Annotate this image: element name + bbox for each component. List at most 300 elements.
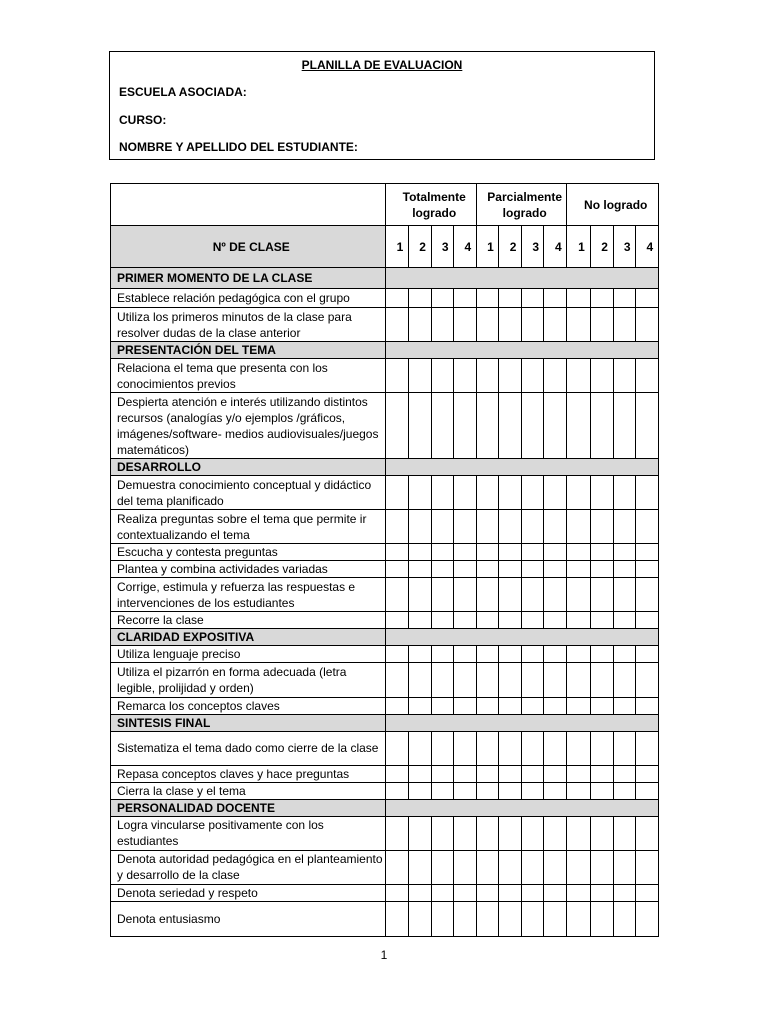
score-cell[interactable] [386, 612, 408, 629]
score-cell[interactable] [476, 646, 498, 663]
score-cell[interactable] [431, 782, 453, 799]
score-cell[interactable] [590, 782, 613, 799]
score-cell[interactable] [499, 359, 522, 393]
score-cell[interactable] [476, 612, 498, 629]
score-cell[interactable] [522, 544, 544, 561]
class-number: 2 [408, 226, 431, 268]
score-cell[interactable] [476, 901, 498, 936]
score-cell[interactable] [386, 884, 408, 901]
class-number: 2 [590, 226, 613, 268]
score-cell[interactable] [386, 731, 408, 765]
score-cell[interactable] [590, 510, 613, 544]
score-cell[interactable] [590, 663, 613, 697]
score-cell[interactable] [567, 850, 590, 884]
score-cell[interactable] [544, 816, 567, 850]
score-cell[interactable] [431, 663, 453, 697]
score-cell[interactable] [499, 544, 522, 561]
score-cell[interactable] [476, 359, 498, 393]
score-cell[interactable] [499, 289, 522, 308]
score-cell[interactable] [522, 697, 544, 714]
score-cell[interactable] [499, 476, 522, 510]
score-cell[interactable] [613, 359, 635, 393]
score-cell[interactable] [431, 289, 453, 308]
score-cell[interactable] [408, 612, 431, 629]
score-cell[interactable] [544, 731, 567, 765]
criterion-row [111, 510, 659, 544]
score-cell[interactable] [567, 765, 590, 782]
score-cell[interactable] [613, 393, 635, 459]
score-cell[interactable] [613, 646, 635, 663]
score-cell[interactable] [476, 578, 498, 612]
score-cell[interactable] [635, 476, 658, 510]
score-cell[interactable] [499, 663, 522, 697]
criterion-label: Despierta atención e interés utilizando distintos recursos (analogías y/o ejemplos /gráficos, imágenes/software- medios audiovisuales/juegos matemáticos) [111, 393, 386, 459]
score-cell[interactable] [522, 578, 544, 612]
score-cell[interactable] [431, 612, 453, 629]
score-cell[interactable] [590, 646, 613, 663]
score-cell[interactable] [499, 697, 522, 714]
score-cell[interactable] [567, 544, 590, 561]
section-row [111, 268, 659, 289]
score-cell[interactable] [635, 612, 658, 629]
score-cell[interactable] [544, 393, 567, 459]
score-cell[interactable] [499, 816, 522, 850]
score-cell[interactable] [476, 289, 498, 308]
criterion-label: Remarca los conceptos claves [111, 697, 386, 714]
score-cell[interactable] [431, 765, 453, 782]
score-cell[interactable] [567, 289, 590, 308]
score-cell[interactable] [386, 308, 408, 342]
score-cell[interactable] [453, 289, 476, 308]
criterion-label: Cierra la clase y el tema [111, 782, 386, 799]
score-cell[interactable] [499, 646, 522, 663]
score-cell[interactable] [590, 578, 613, 612]
score-cell[interactable] [453, 510, 476, 544]
score-cell[interactable] [544, 697, 567, 714]
score-cell[interactable] [453, 731, 476, 765]
criterion-row [111, 765, 659, 782]
score-cell[interactable] [613, 663, 635, 697]
score-cell[interactable] [386, 544, 408, 561]
score-cell[interactable] [635, 765, 658, 782]
score-cell[interactable] [431, 393, 453, 459]
score-cell[interactable] [499, 901, 522, 936]
score-cell[interactable] [476, 765, 498, 782]
score-cell[interactable] [453, 359, 476, 393]
score-cell[interactable] [431, 697, 453, 714]
score-cell[interactable] [386, 561, 408, 578]
score-cell[interactable] [431, 510, 453, 544]
score-cell[interactable] [386, 646, 408, 663]
score-cell[interactable] [453, 544, 476, 561]
score-cell[interactable] [544, 765, 567, 782]
score-cell[interactable] [522, 612, 544, 629]
score-cell[interactable] [635, 782, 658, 799]
score-cell[interactable] [613, 731, 635, 765]
score-cell[interactable] [567, 359, 590, 393]
score-cell[interactable] [386, 510, 408, 544]
score-cell[interactable] [544, 561, 567, 578]
score-cell[interactable] [635, 308, 658, 342]
class-number: 4 [453, 226, 476, 268]
criterion-row [111, 663, 659, 697]
group-header: Parcialmente logrado [476, 184, 566, 226]
score-cell[interactable] [408, 289, 431, 308]
score-cell[interactable] [522, 289, 544, 308]
criterion-row [111, 612, 659, 629]
score-cell[interactable] [635, 561, 658, 578]
score-cell[interactable] [408, 765, 431, 782]
score-cell[interactable] [386, 782, 408, 799]
criterion-row [111, 850, 659, 884]
score-cell[interactable] [408, 561, 431, 578]
score-cell[interactable] [386, 393, 408, 459]
score-cell[interactable] [476, 782, 498, 799]
score-cell[interactable] [590, 731, 613, 765]
score-cell[interactable] [453, 663, 476, 697]
score-cell[interactable] [408, 663, 431, 697]
score-cell[interactable] [476, 731, 498, 765]
score-cell[interactable] [613, 476, 635, 510]
score-cell[interactable] [613, 612, 635, 629]
score-cell[interactable] [453, 782, 476, 799]
score-cell[interactable] [408, 308, 431, 342]
score-cell[interactable] [476, 816, 498, 850]
score-cell[interactable] [386, 359, 408, 393]
score-cell[interactable] [567, 561, 590, 578]
class-number: 1 [567, 226, 590, 268]
section-fill [386, 342, 659, 359]
score-cell[interactable] [499, 731, 522, 765]
score-cell[interactable] [408, 816, 431, 850]
score-cell[interactable] [522, 646, 544, 663]
score-cell[interactable] [635, 731, 658, 765]
score-cell[interactable] [476, 476, 498, 510]
page-number: 1 [380, 948, 388, 962]
class-number: 4 [544, 226, 567, 268]
score-cell[interactable] [408, 359, 431, 393]
score-cell[interactable] [386, 476, 408, 510]
score-cell[interactable] [431, 646, 453, 663]
criterion-label: Establece relación pedagógica con el grupo [111, 289, 386, 308]
score-cell[interactable] [408, 393, 431, 459]
criterion-label: Recorre la clase [111, 612, 386, 629]
score-cell[interactable] [567, 578, 590, 612]
criterion-row [111, 476, 659, 510]
score-cell[interactable] [567, 884, 590, 901]
criterion-label: Utiliza lenguaje preciso [111, 646, 386, 663]
section-header: PRESENTACIÓN DEL TEMA [111, 342, 386, 359]
section-fill [386, 268, 659, 289]
score-cell[interactable] [408, 510, 431, 544]
score-cell[interactable] [590, 765, 613, 782]
score-cell[interactable] [590, 393, 613, 459]
score-cell[interactable] [431, 544, 453, 561]
score-cell[interactable] [567, 901, 590, 936]
score-cell[interactable] [567, 782, 590, 799]
score-cell[interactable] [476, 308, 498, 342]
score-cell[interactable] [635, 510, 658, 544]
score-cell[interactable] [544, 663, 567, 697]
score-cell[interactable] [544, 578, 567, 612]
score-cell[interactable] [613, 901, 635, 936]
criterion-row [111, 646, 659, 663]
score-cell[interactable] [544, 476, 567, 510]
score-cell[interactable] [499, 561, 522, 578]
score-cell[interactable] [453, 765, 476, 782]
score-cell[interactable] [567, 697, 590, 714]
score-cell[interactable] [499, 612, 522, 629]
criterion-label: Repasa conceptos claves y hace preguntas [111, 765, 386, 782]
criterion-label: Denota autoridad pedagógica en el planteamiento y desarrollo de la clase [111, 850, 386, 884]
score-cell[interactable] [613, 289, 635, 308]
group-header: Totalmente logrado [386, 184, 476, 226]
score-cell[interactable] [567, 476, 590, 510]
score-cell[interactable] [567, 612, 590, 629]
score-cell[interactable] [499, 850, 522, 884]
score-cell[interactable] [544, 510, 567, 544]
score-cell[interactable] [635, 289, 658, 308]
criterion-row [111, 697, 659, 714]
section-row [111, 799, 659, 816]
score-cell[interactable] [522, 901, 544, 936]
score-cell[interactable] [544, 646, 567, 663]
header-box [109, 51, 655, 160]
score-cell[interactable] [590, 816, 613, 850]
section-header: SINTESIS FINAL [111, 714, 386, 731]
score-cell[interactable] [590, 308, 613, 342]
score-cell[interactable] [567, 308, 590, 342]
score-cell[interactable] [590, 697, 613, 714]
score-cell[interactable] [431, 308, 453, 342]
score-cell[interactable] [544, 884, 567, 901]
class-number: 2 [499, 226, 522, 268]
score-cell[interactable] [544, 901, 567, 936]
score-cell[interactable] [408, 544, 431, 561]
score-cell[interactable] [499, 884, 522, 901]
score-cell[interactable] [386, 816, 408, 850]
score-cell[interactable] [453, 612, 476, 629]
section-header: PERSONALIDAD DOCENTE [111, 799, 386, 816]
criterion-row [111, 731, 659, 765]
score-cell[interactable] [635, 544, 658, 561]
score-cell[interactable] [408, 884, 431, 901]
score-cell[interactable] [567, 816, 590, 850]
score-cell[interactable] [544, 359, 567, 393]
score-cell[interactable] [635, 578, 658, 612]
score-cell[interactable] [522, 765, 544, 782]
criterion-row [111, 901, 659, 936]
score-cell[interactable] [499, 578, 522, 612]
score-cell[interactable] [590, 612, 613, 629]
criterion-row [111, 884, 659, 901]
score-cell[interactable] [408, 731, 431, 765]
criterion-row [111, 393, 659, 459]
score-cell[interactable] [499, 393, 522, 459]
score-cell[interactable] [590, 476, 613, 510]
score-cell[interactable] [635, 816, 658, 850]
section-fill [386, 459, 659, 476]
score-cell[interactable] [453, 476, 476, 510]
score-cell[interactable] [522, 561, 544, 578]
score-cell[interactable] [635, 663, 658, 697]
score-cell[interactable] [386, 289, 408, 308]
score-cell[interactable] [453, 561, 476, 578]
group-header: No logrado [567, 184, 659, 226]
score-cell[interactable] [431, 561, 453, 578]
score-cell[interactable] [635, 359, 658, 393]
score-cell[interactable] [522, 663, 544, 697]
score-cell[interactable] [386, 901, 408, 936]
score-cell[interactable] [476, 697, 498, 714]
score-cell[interactable] [431, 884, 453, 901]
score-cell[interactable] [522, 359, 544, 393]
score-cell[interactable] [613, 308, 635, 342]
score-cell[interactable] [544, 289, 567, 308]
score-cell[interactable] [635, 884, 658, 901]
score-cell[interactable] [408, 578, 431, 612]
score-cell[interactable] [408, 697, 431, 714]
score-cell[interactable] [635, 850, 658, 884]
criterion-row [111, 782, 659, 799]
score-cell[interactable] [544, 612, 567, 629]
score-cell[interactable] [567, 646, 590, 663]
score-cell[interactable] [499, 510, 522, 544]
score-cell[interactable] [386, 765, 408, 782]
score-cell[interactable] [544, 308, 567, 342]
criterion-row [111, 289, 659, 308]
score-cell[interactable] [386, 850, 408, 884]
score-cell[interactable] [590, 850, 613, 884]
score-cell[interactable] [408, 646, 431, 663]
class-number: 3 [431, 226, 453, 268]
score-cell[interactable] [386, 578, 408, 612]
criterion-label: Corrige, estimula y refuerza las respuestas e intervenciones de los estudiantes [111, 578, 386, 612]
score-cell[interactable] [635, 901, 658, 936]
score-cell[interactable] [476, 510, 498, 544]
score-cell[interactable] [522, 476, 544, 510]
score-cell[interactable] [635, 697, 658, 714]
score-cell[interactable] [567, 663, 590, 697]
score-cell[interactable] [544, 544, 567, 561]
score-cell[interactable] [453, 850, 476, 884]
score-cell[interactable] [499, 782, 522, 799]
section-header: DESARROLLO [111, 459, 386, 476]
score-cell[interactable] [431, 816, 453, 850]
score-cell[interactable] [590, 359, 613, 393]
score-cell[interactable] [522, 393, 544, 459]
score-cell[interactable] [431, 850, 453, 884]
criterion-label: Logra vincularse positivamente con los estudiantes [111, 816, 386, 850]
score-cell[interactable] [613, 765, 635, 782]
score-cell[interactable] [544, 850, 567, 884]
score-cell[interactable] [476, 393, 498, 459]
score-cell[interactable] [613, 578, 635, 612]
section-row [111, 629, 659, 646]
score-cell[interactable] [453, 697, 476, 714]
score-cell[interactable] [635, 393, 658, 459]
score-cell[interactable] [567, 393, 590, 459]
score-cell[interactable] [522, 308, 544, 342]
section-fill [386, 799, 659, 816]
section-row [111, 342, 659, 359]
score-cell[interactable] [431, 731, 453, 765]
score-cell[interactable] [522, 816, 544, 850]
score-cell[interactable] [431, 578, 453, 612]
class-number: 3 [522, 226, 544, 268]
score-cell[interactable] [431, 901, 453, 936]
score-cell[interactable] [522, 782, 544, 799]
score-cell[interactable] [453, 578, 476, 612]
criterion-row [111, 561, 659, 578]
score-cell[interactable] [590, 884, 613, 901]
section-fill [386, 714, 659, 731]
criterion-label: Relaciona el tema que presenta con los conocimientos previos [111, 359, 386, 393]
criterion-label: Demuestra conocimiento conceptual y didáctico del tema planificado [111, 476, 386, 510]
score-cell[interactable] [431, 476, 453, 510]
score-cell[interactable] [613, 561, 635, 578]
score-cell[interactable] [522, 510, 544, 544]
score-cell[interactable] [408, 850, 431, 884]
section-row [111, 714, 659, 731]
criterion-label: Denota seriedad y respeto [111, 884, 386, 901]
score-cell[interactable] [408, 782, 431, 799]
score-cell[interactable] [613, 544, 635, 561]
score-cell[interactable] [522, 850, 544, 884]
score-cell[interactable] [567, 510, 590, 544]
score-cell[interactable] [408, 476, 431, 510]
score-cell[interactable] [544, 782, 567, 799]
score-cell[interactable] [453, 884, 476, 901]
nombre-field-label: NOMBRE Y APELLIDO DEL ESTUDIANTE: [119, 140, 358, 154]
score-cell[interactable] [590, 901, 613, 936]
score-cell[interactable] [613, 782, 635, 799]
criterion-row [111, 308, 659, 342]
score-cell[interactable] [635, 646, 658, 663]
score-cell[interactable] [386, 697, 408, 714]
score-cell[interactable] [453, 901, 476, 936]
score-cell[interactable] [453, 816, 476, 850]
section-fill [386, 629, 659, 646]
score-cell[interactable] [453, 308, 476, 342]
score-cell[interactable] [499, 308, 522, 342]
score-cell[interactable] [408, 901, 431, 936]
score-cell[interactable] [613, 697, 635, 714]
criterion-row [111, 816, 659, 850]
score-cell[interactable] [567, 731, 590, 765]
score-cell[interactable] [453, 646, 476, 663]
score-cell[interactable] [476, 850, 498, 884]
score-cell[interactable] [431, 359, 453, 393]
score-cell[interactable] [613, 850, 635, 884]
score-cell[interactable] [613, 816, 635, 850]
score-cell[interactable] [476, 663, 498, 697]
score-cell[interactable] [476, 544, 498, 561]
score-cell[interactable] [522, 731, 544, 765]
score-cell[interactable] [476, 884, 498, 901]
score-cell[interactable] [590, 544, 613, 561]
score-cell[interactable] [522, 884, 544, 901]
score-cell[interactable] [590, 289, 613, 308]
score-cell[interactable] [453, 393, 476, 459]
score-cell[interactable] [499, 765, 522, 782]
score-cell[interactable] [386, 663, 408, 697]
header-blank-cell [111, 184, 386, 226]
score-cell[interactable] [590, 561, 613, 578]
score-cell[interactable] [613, 510, 635, 544]
score-cell[interactable] [476, 561, 498, 578]
score-cell[interactable] [613, 884, 635, 901]
